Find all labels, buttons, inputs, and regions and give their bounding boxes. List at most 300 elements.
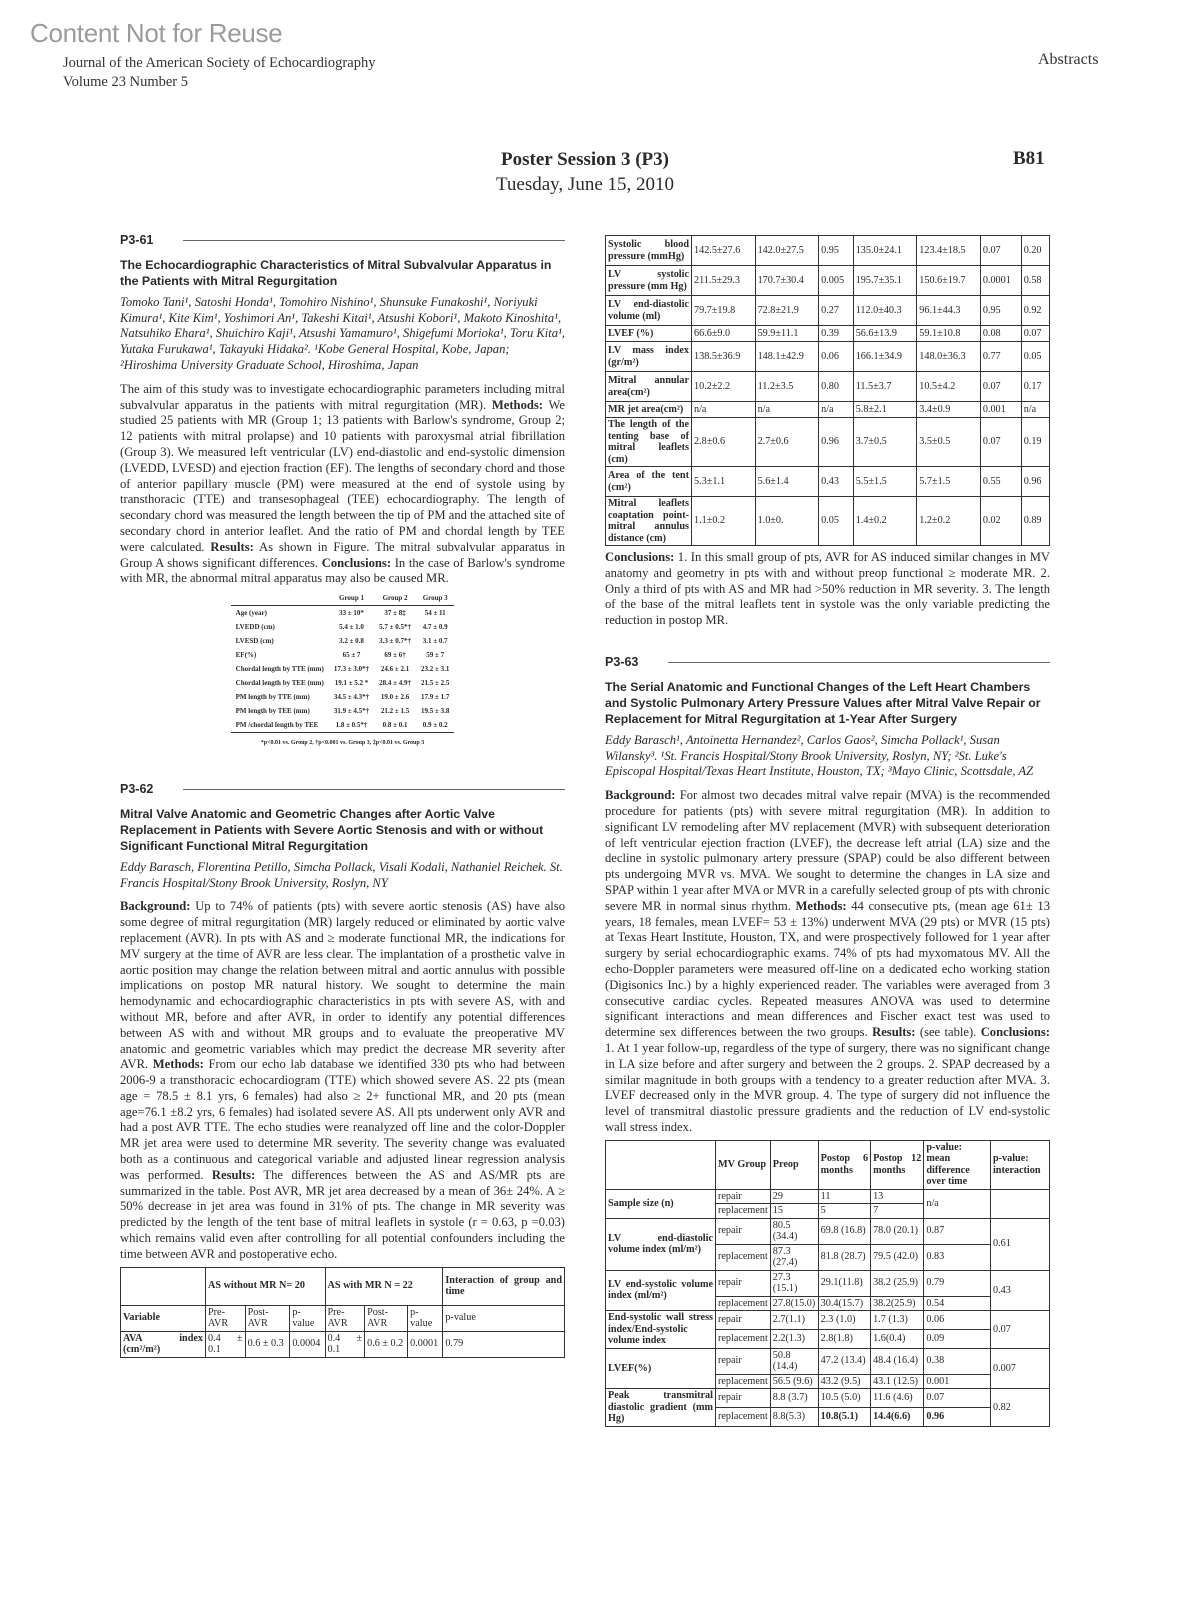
row-label: Sample size (n): [606, 1189, 716, 1218]
column-header: Pre-AVR: [325, 1305, 365, 1331]
table-cell: 0.39: [819, 326, 854, 342]
table-cell: 19.5 ± 3.8: [421, 707, 450, 716]
table-cell: 13: [871, 1189, 924, 1204]
column-header: Pre-AVR: [206, 1305, 246, 1331]
table-cell: n/a: [692, 402, 756, 418]
table-cell: 21.5 ± 2.5: [421, 679, 450, 688]
table-cell: 0.77: [980, 342, 1021, 372]
table-cell: 15: [770, 1204, 818, 1219]
table-row: [606, 1348, 1050, 1374]
table-cell: 17.9 ± 1.7: [421, 693, 450, 702]
table-body: [231, 606, 455, 733]
table-cell: 59.1±10.8: [917, 326, 981, 342]
table-cell: 142.0±27.5: [755, 236, 819, 266]
journal-name: Journal of the American Society of Echocardiography: [63, 55, 376, 71]
left-column: [120, 233, 565, 1358]
table-row: [606, 1270, 1050, 1296]
table-row: [606, 467, 1050, 497]
section-label: Conclusions:: [980, 1025, 1050, 1040]
column-header: Postop 12 months: [871, 1140, 924, 1189]
text-segment: 44 consecutive pts, (mean age 61± 13 years, 18 females, mean LVEF= 53 ± 13%) underwent MVA (29 pts) or MVR (15 pts) at Texas Heart Institute, Houston, TX, and were prospectively followed for 1 year after surgery by serial echocardiographic exams. 74% of pts had myxomatous MV. All the echo-Doppler parameters were measured off-line on a dedicated echo working station (Digisonics Inc.) by a highly experienced reader. The variables were averaged from 3 consecutive cardiac cycles. Repeated measures ANOVA was used to determine significant interactions and mean differences and Fischer exact test was used to determine sex differences between the two groups.: [605, 898, 1050, 1040]
table-cell: 1.4±0.2: [853, 497, 917, 546]
table-cell: 0.07: [924, 1389, 991, 1408]
table-cell: PM length by TEE (mm): [235, 707, 310, 716]
table-cell: MR jet area(cm²): [606, 402, 692, 418]
column-header: p-value: [290, 1305, 325, 1331]
table-cell: Chordal length by TEE (mm): [235, 679, 324, 688]
table-cell: 7: [871, 1204, 924, 1219]
abstract-body: [120, 899, 565, 1262]
table-cell: 56.6±13.9: [853, 326, 917, 342]
column-header: Postop 6 months: [818, 1140, 870, 1189]
table-cell: n/a: [1021, 402, 1049, 418]
table-cell: 59.9±11.1: [755, 326, 819, 342]
table-cell: 0.07: [980, 372, 1021, 402]
text-segment: 1. In this small group of pts, AVR for AS induced similar changes in MV anatomy and geometry in pts with and without preop functional ≥ moderate MR. 2. Only a third of pts with AS and MR had >50% reduction in MR severity. 3. The length of the base of the mitral leaflets tent in systole was the only variable predicting the reduction in postop MR.: [605, 550, 1050, 628]
table-cell: 0.07: [1021, 326, 1049, 342]
table-cell: 69 ± 6†: [384, 651, 406, 660]
table-cell: 10.5±4.2: [917, 372, 981, 402]
column-header: Variable: [121, 1305, 206, 1331]
table-cell: 1.0±0.: [755, 497, 819, 546]
table-row: [606, 372, 1050, 402]
table-cell: 0.43: [990, 1270, 1049, 1311]
section-label: Background:: [605, 788, 676, 803]
table-cell: 17.3 ± 3.0*†: [333, 665, 370, 674]
table-cell: 2.2(1.3): [770, 1329, 818, 1348]
table-cell: [990, 1189, 1049, 1218]
table-cell: 38.2 (25.9): [871, 1270, 924, 1296]
table-cell: 0.55: [980, 467, 1021, 497]
table-cell: 19.1 ± 5.2 *: [334, 679, 369, 688]
table-cell: LV end-diastolic volume (ml): [606, 296, 692, 326]
table-cell: 54 ± 11: [424, 609, 446, 618]
group-header-row: [121, 1267, 565, 1305]
column-header: [606, 1140, 716, 1189]
table-cell: 123.4±18.5: [917, 236, 981, 266]
column-header: Group 1: [329, 591, 374, 606]
table-cell: 150.6±19.7: [917, 266, 981, 296]
table-row: [231, 620, 455, 634]
divider: [183, 789, 565, 790]
abstract-authors: Eddy Barasch¹, Antoinetta Hernandez², Carlos Gaos², Simcha Pollack¹, Susan Wilansky³. ¹St. Francis Hospital/Stony Brook University, Roslyn, NY; ²St. Luke's Episcopal Hospital/Texas Heart Institute, Houston, TX; ³Mayo Clinic, Scottsdale, AZ: [605, 732, 1034, 779]
table-cell: 0.001: [980, 402, 1021, 418]
table-cell: 3.1 ± 0.7: [422, 637, 448, 646]
table-cell: AVA index (cm²/m²): [121, 1331, 206, 1357]
table-cell: 0.001: [924, 1374, 991, 1389]
page-number: B81: [1013, 148, 1045, 169]
table-row: [606, 1218, 1050, 1244]
table-cell: LVEF (%): [606, 326, 692, 342]
table-row: [231, 676, 455, 690]
table-cell: 11.5±3.7: [853, 372, 917, 402]
table-cell: repair: [716, 1218, 771, 1244]
header-row: [231, 591, 455, 606]
row-label: End-systolic wall stress index/End-systolic volume index: [606, 1311, 716, 1349]
table-cell: 33 ± 10*: [339, 609, 364, 618]
table-cell: n/a: [755, 402, 819, 418]
table-cell: 11.6 (4.6): [871, 1389, 924, 1408]
column-header: MV Group: [716, 1140, 771, 1189]
journal-header: [63, 54, 375, 92]
table-row: [606, 236, 1050, 266]
table-cell: 148.1±42.9: [755, 342, 819, 372]
divider: [668, 662, 1050, 663]
table-cell: 0.007: [990, 1348, 1049, 1389]
table-cell: repair: [716, 1389, 771, 1408]
table-row: [231, 690, 455, 704]
table-cell: 166.1±34.9: [853, 342, 917, 372]
table-cell: 0.83: [924, 1244, 991, 1270]
table-cell: 0.80: [819, 372, 854, 402]
table-cell: 56.5 (9.6): [770, 1374, 818, 1389]
table-cell: 138.5±36.9: [692, 342, 756, 372]
abstract-body: [120, 382, 565, 587]
table-cell: LV systolic pressure (mm Hg): [606, 266, 692, 296]
column-header: p-value: interaction: [990, 1140, 1049, 1189]
table-cell: 19.0 ± 2.6: [380, 693, 410, 702]
table-cell: 5.3±1.1: [692, 467, 756, 497]
abstract-id: P3-61: [120, 233, 154, 247]
table-cell: 72.8±21.9: [755, 296, 819, 326]
header-row: [606, 1140, 1050, 1189]
table-cell: 3.7±0.5: [853, 418, 917, 467]
table-cell: PM /chordal length by TEE: [231, 718, 329, 733]
table-cell: 0.20: [1021, 236, 1049, 266]
section-label: Results:: [872, 1025, 916, 1040]
row-label: LV end-systolic volume index (ml/m²): [606, 1270, 716, 1311]
table-row: [606, 1311, 1050, 1330]
table-cell: 1.8 ± 0.5*†: [329, 718, 374, 733]
table-cell: Systolic blood pressure (mmHg): [606, 236, 692, 266]
table-cell: 5.6±1.4: [755, 467, 819, 497]
text-segment: (see table).: [915, 1025, 981, 1040]
table-cell: 50.8 (14.4): [770, 1348, 818, 1374]
table-cell: 0.17: [1021, 372, 1049, 402]
table-cell: 23.2 ± 3.1: [421, 665, 450, 674]
conclusions: [605, 550, 1050, 629]
table-footnote: *p<0.01 vs. Group 2, †p<0.001 vs. Group 3, ‡p<0.01 vs. Group 3: [260, 740, 425, 747]
section-label: Methods:: [152, 1057, 204, 1072]
table-row: [231, 606, 455, 621]
table-cell: replacement: [716, 1204, 771, 1219]
table-cell: 5: [818, 1204, 870, 1219]
table-cell: Mitral leaflets coaptation point-mitral annulus distance (cm): [606, 497, 692, 546]
table-cell: 59 ± 7: [426, 651, 445, 660]
table-cell: 0.07: [980, 418, 1021, 467]
table-cell: 0.19: [1021, 418, 1049, 467]
row-label: LVEF(%): [606, 1348, 716, 1389]
table-cell: Mitral annular area(cm²): [606, 372, 692, 402]
abstract-id: P3-62: [120, 781, 154, 796]
section-label: Methods:: [795, 898, 847, 913]
table-cell: 0.87: [924, 1218, 991, 1244]
table-cell: 81.8 (28.7): [818, 1244, 870, 1270]
results-table: [120, 1267, 565, 1358]
abstract-title: The Echocardiographic Characteristics of Mitral Subvalvular Apparatus in the Patients with Mitral Regurgitation: [120, 257, 552, 288]
results-table: [605, 1140, 1050, 1427]
table-cell: 29.1(11.8): [818, 1270, 870, 1296]
table-cell: 2.3 (1.0): [818, 1311, 870, 1330]
table-cell: 38.2(25.9): [871, 1296, 924, 1311]
table-cell: 112.0±40.3: [853, 296, 917, 326]
table-cell: 0.96: [819, 418, 854, 467]
table-cell: 0.4 ± 0.1: [206, 1331, 246, 1357]
group-header: [121, 1267, 206, 1305]
table-cell: 0.4 ± 0.1: [325, 1331, 365, 1357]
abstract-title: The Serial Anatomic and Functional Changes of the Left Heart Chambers and Systolic Pulmonary Artery Pressure Values after Mitral Valve Repair or Replacement for Mitral Regurgitation at 1-Year After Surgery: [605, 679, 1041, 726]
table-cell: 3.5±0.5: [917, 418, 981, 467]
table-row: [231, 662, 455, 676]
table-cell: 2.7±0.6: [755, 418, 819, 467]
table-cell: 66.6±9.0: [692, 326, 756, 342]
table-row: [606, 342, 1050, 372]
table-cell: 10.5 (5.0): [818, 1389, 870, 1408]
table-cell: 1.2±0.2: [917, 497, 981, 546]
group-header: AS with MR N = 22: [325, 1267, 443, 1305]
table-row: [606, 1189, 1050, 1204]
table-cell: 1.6(0.4): [871, 1329, 924, 1348]
table-cell: 0.79: [924, 1270, 991, 1296]
section-label: Conclusions:: [321, 555, 392, 570]
table-cell: 11.2±3.5: [755, 372, 819, 402]
table-cell: 0.05: [1021, 342, 1049, 372]
table-cell: 0.95: [980, 296, 1021, 326]
table-cell: 195.7±35.1: [853, 266, 917, 296]
session-date: Tuesday, June 15, 2010: [495, 174, 675, 195]
table-cell: repair: [716, 1348, 771, 1374]
text-segment: We studied 25 patients with MR (Group 1; 13 patients with Barlow's syndrome, Group 2; 12 patients with mitral prolapse) and 10 patients with paroxysmal atrial fibrillation (Group 3). We measured left ventricular (LV) end-diastolic and end-systolic dimension (LVEDD, LVESD) and ejection fraction (EF). The lengths of secondary chord and those of anterior papillary muscle (PM) were measured at the end of systole using by transthoracic (TTE) and transesophageal (TEE) echocardiography. The length of secondary chord was measured the length between the tip of PM and the attached site of secondary chord in anterior leaflet. And the ratio of PM and chordal length by TEE were calculated.: [120, 397, 565, 554]
table-cell: 2.8±0.6: [692, 418, 756, 467]
abstract-authors: Eddy Barasch, Florentina Petillo, Simcha Pollack, Visali Kodali, Nathaniel Reichek. St. Francis Hospital/Stony Brook University, Roslyn, NY: [120, 859, 563, 890]
table-cell: 27.8(15.0): [770, 1296, 818, 1311]
table-row: [231, 718, 455, 733]
table-cell: 0.61: [990, 1218, 1049, 1270]
table-cell: 3.4±0.9: [917, 402, 981, 418]
table-cell: 43.1 (12.5): [871, 1374, 924, 1389]
table-cell: 87.3 (27.4): [770, 1244, 818, 1270]
table-cell: 0.06: [924, 1311, 991, 1330]
table-cell: 78.0 (20.1): [871, 1218, 924, 1244]
table-cell: 0.02: [980, 497, 1021, 546]
journal-volume: Volume 23 Number 5: [63, 74, 188, 90]
table-cell: repair: [716, 1189, 771, 1204]
table-cell: n/a: [819, 402, 854, 418]
table-row: [231, 634, 455, 648]
table-cell: replacement: [716, 1329, 771, 1348]
table-cell: n/a: [924, 1189, 991, 1218]
table-cell: 0.07: [980, 236, 1021, 266]
table-row: [606, 326, 1050, 342]
table-cell: replacement: [716, 1244, 771, 1270]
column-header: Post-AVR: [365, 1305, 408, 1331]
table-cell: 29: [770, 1189, 818, 1204]
table-cell: 96.1±44.3: [917, 296, 981, 326]
table-cell: repair: [716, 1311, 771, 1330]
section-label: Results:: [211, 1167, 256, 1182]
table-row: [606, 418, 1050, 467]
table-cell: 8.8 (3.7): [770, 1389, 818, 1408]
abstract-authors: Tomoko Tani¹, Satoshi Honda¹, Tomohiro Nishino¹, Shunsuke Funakoshi¹, Noriyuki Kimura¹, Kite Kim¹, Yoshimori An¹, Takeshi Kitai¹, Atsushi Kobori¹, Makoto Kinoshita¹, Natsuhiko Ehara¹, Shuichiro Kaji¹, Atsushi Yamamuro¹, Shigefumi Morioka¹, Toru Kita¹, Yutaka Furukawa¹, Takayuki Hidaka². ¹Kobe General Hospital, Kobe, Japan; ²Hiroshima University Graduate School, Hiroshima, Japan: [120, 294, 566, 372]
table-cell: 31.9 ± 4.5*†: [333, 707, 370, 716]
table-cell: 0.07: [990, 1311, 1049, 1349]
abstract-body: [605, 788, 1050, 1136]
table-cell: 3.2 ± 0.8: [339, 637, 364, 646]
table-cell: 3.3 ± 0.7*†: [379, 637, 411, 646]
abstract-id-p3-62: [120, 782, 565, 798]
table-cell: 79.5 (42.0): [871, 1244, 924, 1270]
column-header: [231, 591, 329, 606]
table-cell: replacement: [716, 1374, 771, 1389]
table-cell: 4.7 ± 0.9: [422, 623, 448, 632]
section-label: Background:: [120, 899, 191, 914]
table-cell: Chordal length by TTE (mm): [235, 665, 324, 674]
table-cell: replacement: [716, 1296, 771, 1311]
table-cell: 5.7 ± 0.5*†: [379, 623, 411, 632]
text-segment: Up to 74% of patients (pts) with severe aortic stenosis (AS) have also some degree of mitral regurgitation (MR) largely reduced or eliminated by aortic valve replacement (AVR). In pts with AS and ≥ moderate functional MR, the indications for MV surgery at the time of AVR are less clear. The implantation of a prosthetic valve in aortic position may change the relation between mitral and aortic annulus with possible implications on postop MR natural history. We sought to determine the main hemodynamic and echocardiographic characteristics in pts with severe AS, with and without MR, before and after AVR, in order to identify any potential differences between AS with and without MR groups and to evaluate the preoperative MV anatomic and geometric variables which may predict the decrease MR severity after AVR.: [120, 899, 565, 1072]
table-cell: 135.0±24.1: [853, 236, 917, 266]
watermark: Content Not for Reuse: [30, 18, 283, 48]
table-cell: Age (year): [235, 609, 267, 618]
table-cell: 0.005: [819, 266, 854, 296]
table-cell: 0.82: [990, 1389, 1049, 1427]
column-header: p-value: [443, 1305, 565, 1331]
table-cell: 2.8(1.8): [818, 1329, 870, 1348]
table-cell: LV mass index (gr/m²): [606, 342, 692, 372]
table-cell: 27.3 (15.1): [770, 1270, 818, 1296]
text-segment: The aim of this study was to investigate echocardiographic parameters including mitral subvalvular apparatus in the patients with mitral regurgitation (MR).: [120, 381, 565, 412]
text-segment: As shown in Figure. The mitral subvalvular apparatus in Group A shows significant differences.: [120, 539, 565, 570]
table-row: [606, 402, 1050, 418]
text-segment: In the case of Barlow's syndrome with MR, the abnormal mitral apparatus may also be caused MR.: [120, 555, 565, 586]
table-cell: LVEDD (cm): [235, 623, 275, 632]
section-label: Methods:: [491, 397, 543, 412]
table-cell: 28.4 ± 4.9†: [379, 679, 411, 688]
table-cell: 0.96: [924, 1407, 991, 1426]
table-cell: 0.8 ± 0.1: [374, 718, 416, 733]
table-cell: 0.58: [1021, 266, 1049, 296]
table-cell: 14.4(6.6): [871, 1407, 924, 1426]
table-cell: The length of the tenting base of mitral leaflets (cm): [606, 418, 692, 467]
table-cell: 0.0001: [408, 1331, 443, 1357]
table-row: [606, 296, 1050, 326]
table-cell: 211.5±29.3: [692, 266, 756, 296]
table-cell: 69.8 (16.8): [818, 1218, 870, 1244]
row-label: LV end-diastolic volume index (ml/m²): [606, 1218, 716, 1270]
table-cell: 0.06: [819, 342, 854, 372]
table-cell: 0.79: [443, 1331, 565, 1357]
table-row: [231, 648, 455, 662]
table-cell: 48.4 (16.4): [871, 1348, 924, 1374]
table-row: [121, 1331, 565, 1357]
table-cell: Area of the tent (cm²): [606, 467, 692, 497]
results-table: [231, 591, 455, 733]
table-cell: 1.7 (1.3): [871, 1311, 924, 1330]
table-row: [606, 497, 1050, 546]
table-cell: 79.7±19.8: [692, 296, 756, 326]
group-header: AS without MR N= 20: [206, 1267, 326, 1305]
table-cell: 65 ± 7: [342, 651, 361, 660]
row-label: Peak transmitral diastolic gradient (mm Hg): [606, 1389, 716, 1427]
column-header: p-value: [408, 1305, 443, 1331]
table-cell: PM length by TTE (mm): [235, 693, 310, 702]
table-cell: 5.4 ± 1.0: [339, 623, 364, 632]
table-cell: 0.6 ± 0.2: [365, 1331, 408, 1357]
table-cell: 5.8±2.1: [853, 402, 917, 418]
table-cell: 0.95: [819, 236, 854, 266]
table-cell: 0.89: [1021, 497, 1049, 546]
table-cell: 5.5±1.5: [853, 467, 917, 497]
table-cell: 2.7(1.1): [770, 1311, 818, 1330]
section-label: Abstracts: [1038, 51, 1099, 68]
table-cell: 37 ± 8‡: [384, 609, 406, 618]
table-cell: 34.5 ± 4.3*†: [333, 693, 370, 702]
column-header: Preop: [770, 1140, 818, 1189]
table-cell: 47.2 (13.4): [818, 1348, 870, 1374]
table-cell: 0.27: [819, 296, 854, 326]
divider: [183, 240, 565, 241]
table-cell: repair: [716, 1270, 771, 1296]
table-cell: 0.0001: [980, 266, 1021, 296]
table-cell: 0.9 ± 0.2: [416, 718, 454, 733]
table-cell: 0.96: [1021, 467, 1049, 497]
table-row: [606, 266, 1050, 296]
table-cell: 170.7±30.4: [755, 266, 819, 296]
results-table-continued: [605, 235, 1050, 546]
section-label: Conclusions:: [605, 550, 675, 564]
table-cell: 0.54: [924, 1296, 991, 1311]
table-cell: 148.0±36.3: [917, 342, 981, 372]
table-cell: 80.5 (34.4): [770, 1218, 818, 1244]
table-cell: 142.5±27.6: [692, 236, 756, 266]
table-cell: 30.4(15.7): [818, 1296, 870, 1311]
table-cell: EF(%): [235, 651, 257, 660]
section-label: Results:: [210, 539, 254, 554]
table-cell: 5.7±1.5: [917, 467, 981, 497]
header-row: [121, 1305, 565, 1331]
session-name: Poster Session 3 (P3): [501, 149, 669, 170]
session-title: [420, 147, 750, 197]
table-cell: 21.2 ± 1.5: [380, 707, 410, 716]
abstract-id: P3-63: [605, 654, 639, 669]
abstract-id-p3-61: [120, 233, 565, 249]
text-segment: For almost two decades mitral valve repair (MVA) is the recommended procedure for patients (pts) with severe mitral regurgitation (MR). In addition to significant LV remodeling after MV replacement (MVR) with subsequent deterioration of left ventricular ejection fraction (LVEF), the decrease left atrial (LA) size and the decline in systolic pulmonary artery pressure (SPAP) could be also different between pts undergoing MVR vs. MVA. We sought to determine the changes in LA size and SPAP within 1 year after MVA or MVR in a carefully selected group of pts with chronic severe MR in normal sinus rhythm.: [605, 788, 1050, 913]
table-cell: 0.38: [924, 1348, 991, 1374]
table-cell: 8.8(5.3): [770, 1407, 818, 1426]
table-cell: LVESD (cm): [235, 637, 274, 646]
text-segment: From our echo lab database we identified 330 pts who had between 2006-9 a transthoracic echocardiogram (TTE) which showed severe AS. 22 pts (mean age = 78.5 ± 8.1 yrs, 6 females) had also ≥ 2+ functional MR, and 20 pts (mean age=76.1 ±8.2 yrs, 6 females) had isolated severe AS. All pts underwent only AVR and had a post AVR TTE. The echo studies were reanalyzed off line and the color-Doppler MR jet area were used to determine MR severity. The severity change was evaluated both as a continuous and categorical variable and adjusted linear regression analysis was performed.: [120, 1057, 565, 1182]
column-header: Group 3: [416, 591, 454, 606]
table-cell: 0.6 ± 0.3: [245, 1331, 290, 1357]
table-cell: 10.2±2.2: [692, 372, 756, 402]
abstract-id-p3-63: [605, 655, 1050, 671]
group-header: Interaction of group and time: [443, 1267, 565, 1305]
right-column: [605, 235, 1050, 1427]
table-cell: 43.2 (9.5): [818, 1374, 870, 1389]
table-cell: 10.8(5.1): [818, 1407, 870, 1426]
text-segment: 1. At 1 year follow-up, regardless of the type of surgery, there was no significant change in LA size before and after surgery and between the 2 groups. 2. SPAP decreased by a similar magnitude in both groups with a tendency to a greater reduction after MVA. 3. LVEF decreased only in the MVR group. 4. The type of surgery did not influence the level of transmitral diastolic pressure gradients and the reduction of LV end-systolic wall stress index.: [605, 1040, 1050, 1134]
table-cell: 0.05: [819, 497, 854, 546]
table-cell: 0.0004: [290, 1331, 325, 1357]
abstract-title: Mitral Valve Anatomic and Geometric Changes after Aortic Valve Replacement in Patients with Severe Aortic Stenosis and with or without Significant Functional Mitral Regurgitation: [120, 806, 544, 853]
text-segment: The differences between the AS and AS/MR pts are summarized in the table. Post AVR, MR jet area decreased by a mean of 36± 24%. A ≥ 50% decrease in jet area was found in 31% of pts. The change in MR severity was predicted by the length of the tent base of mitral leaflets in systole (r = 0.63, p =0.03) which remains valid even after controlling for all potential confounders including the time between AVR and postoperative echo.: [120, 1167, 565, 1261]
table-row: [606, 1389, 1050, 1408]
column-header: Group 2: [374, 591, 416, 606]
table-cell: 0.08: [980, 326, 1021, 342]
table-cell: 0.43: [819, 467, 854, 497]
table-row: [231, 704, 455, 718]
table-cell: replacement: [716, 1407, 771, 1426]
